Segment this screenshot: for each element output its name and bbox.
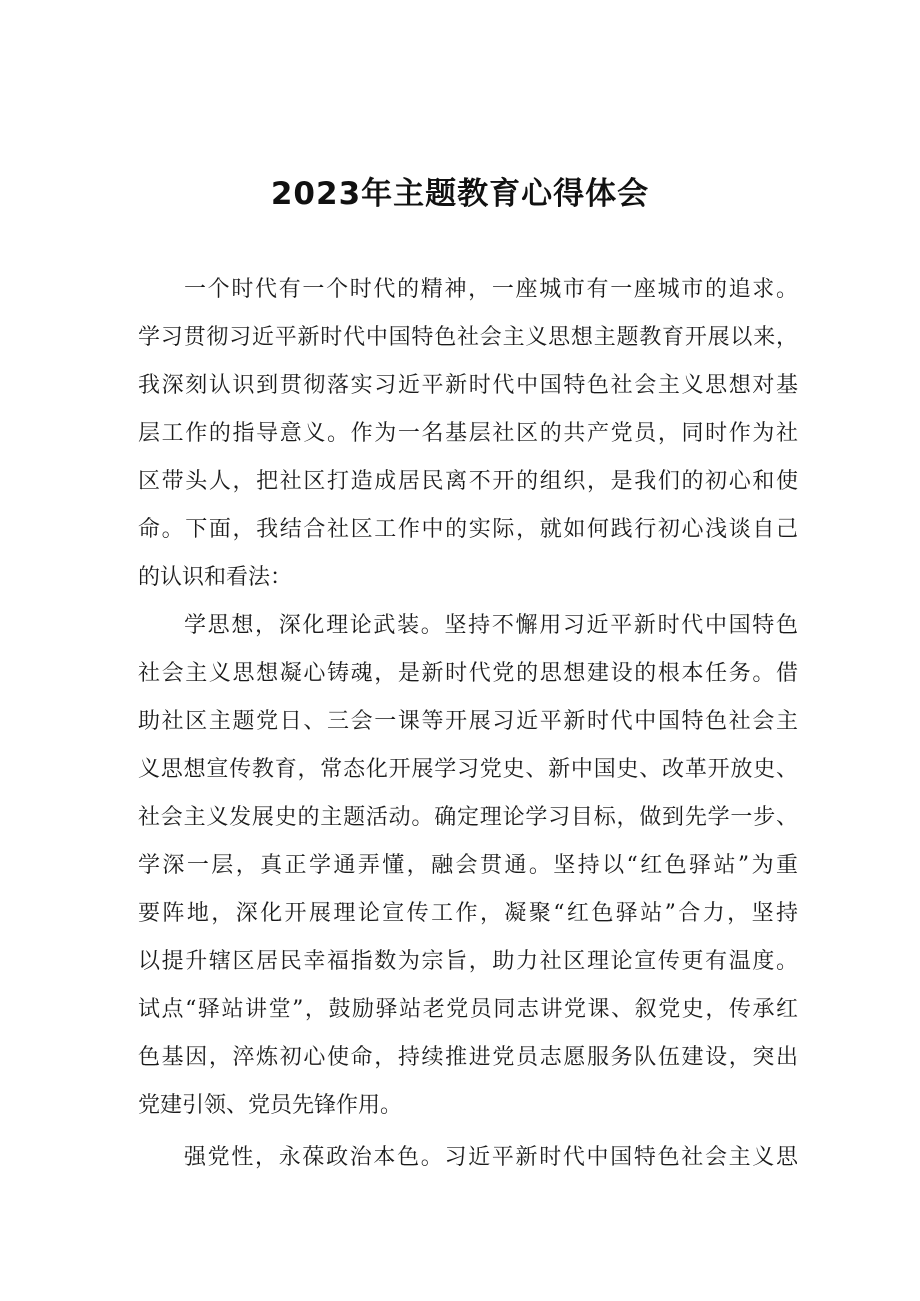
paragraph-line: 一个时代有一个时代的精神，一座城市有一座城市的追求。 — [184, 277, 798, 302]
paragraph-line: 命。下面，我结合社区工作中的实际，就如何践行初心浅谈自己 — [138, 517, 798, 542]
paragraph-line: 强党性，永葆政治本色。习近平新时代中国特色社会主义思 — [184, 1145, 798, 1170]
paragraph-line: 要阵地，深化开展理论宣传工作，凝聚“红色驿站”合力，坚持 — [138, 901, 798, 926]
paragraph-line: 以提升辖区居民幸福指数为宗旨，助力社区理论宣传更有温度。 — [138, 949, 798, 974]
paragraph-line: 区带头人，把社区打造成居民离不开的组织，是我们的初心和使 — [138, 469, 798, 494]
paragraph-line: 义思想宣传教育，常态化开展学习党史、新中国史、改革开放史、 — [138, 757, 798, 782]
paragraph-line: 色基因，淬炼初心使命，持续推进党员志愿服务队伍建设，突出 — [138, 1045, 798, 1070]
paragraph-line: 社会主义发展史的主题活动。确定理论学习目标，做到先学一步、 — [138, 805, 798, 830]
paragraph-line: 的认识和看法： — [138, 565, 293, 590]
paragraph-line: 党建引领、党员先锋作用。 — [138, 1093, 403, 1118]
paragraph-line: 层工作的指导意义。作为一名基层社区的共产党员，同时作为社 — [138, 421, 798, 446]
paragraph-line: 学习贯彻习近平新时代中国特色社会主义思想主题教育开展以来， — [138, 325, 798, 350]
paragraph-line: 学思想，深化理论武装。坚持不懈用习近平新时代中国特色 — [184, 613, 798, 638]
paragraph-line: 助社区主题党日、三会一课等开展习近平新时代中国特色社会主 — [138, 709, 798, 734]
paragraph-line: 社会主义思想凝心铸魂，是新时代党的思想建设的根本任务。借 — [138, 661, 798, 686]
document-title: 2023年主题教育心得体会 — [270, 176, 650, 212]
paragraph-line: 我深刻认识到贯彻落实习近平新时代中国特色社会主义思想对基 — [138, 373, 798, 398]
paragraph-line: 学深一层，真正学通弄懂，融会贯通。坚持以“红色驿站”为重 — [138, 853, 798, 878]
paragraph-line: 试点“驿站讲堂”，鼓励驿站老党员同志讲党课、叙党史，传承红 — [138, 997, 798, 1022]
